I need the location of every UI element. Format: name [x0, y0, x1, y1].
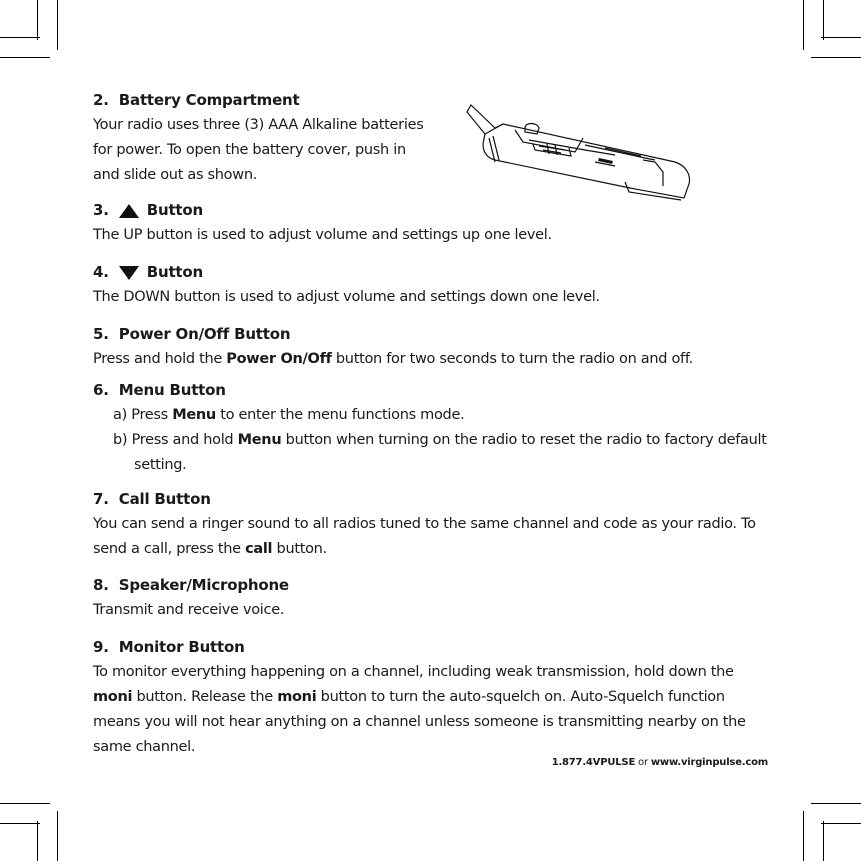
section-heading [93, 487, 773, 512]
section-number: 3. [93, 201, 109, 219]
section-heading [93, 88, 773, 113]
section-speaker-microphone [93, 573, 773, 623]
footer-url[interactable]: www.virginpulse.com [650, 757, 768, 768]
crop-mark [37, 821, 38, 861]
section-title: Call Button [118, 490, 211, 508]
text-span: a) Press [113, 407, 173, 423]
text-span: to enter the menu functions mode. [215, 407, 465, 423]
section-number: 9. [93, 638, 109, 656]
body-paragraph [93, 660, 773, 760]
body-line: for power. To open the battery cover, push in [93, 142, 406, 158]
text-span: b) Press and hold [113, 432, 238, 448]
down-triangle-icon [119, 266, 139, 280]
section-heading [93, 378, 773, 403]
body-line: The UP button is used to adjust volume and settings up one level. [93, 227, 552, 243]
crop-mark [0, 803, 50, 804]
bold-term: Power On/Off [226, 351, 332, 367]
section-number: 7. [93, 490, 109, 508]
body-line [93, 347, 773, 372]
bold-term: moni [93, 689, 133, 705]
crop-mark [803, 811, 804, 861]
body-line: Your radio uses three (3) AAA Alkaline batteries [93, 117, 424, 133]
section-number: 6. [93, 381, 109, 399]
section-call-button [93, 487, 773, 562]
section-title: Button [146, 201, 203, 219]
text-span: You can send a ringer sound to all radios tuned to the same channel and code as your radio. To send a call, press the [93, 516, 756, 557]
bold-term: call [245, 541, 273, 557]
section-title: Menu Button [118, 381, 226, 399]
crop-mark [57, 0, 58, 50]
section-number: 8. [93, 576, 109, 594]
section-title: Power On/Off Button [118, 325, 291, 343]
footer-phone: 1.877.4VPULSE [551, 757, 636, 768]
list-item [113, 403, 773, 428]
section-number: 4. [93, 263, 109, 281]
body-line: Transmit and receive voice. [93, 602, 285, 618]
section-battery-compartment [93, 88, 773, 188]
section-title: Monitor Button [118, 638, 245, 656]
list-item [113, 428, 773, 478]
section-heading [93, 635, 773, 660]
text-span: button to turn the auto-squelch on. Auto-Squelch function means you will not hear anything on a channel unless someone is transmitting nearby on the same channel. [93, 689, 746, 755]
section-title: Battery Compartment [118, 91, 300, 109]
body-line: and slide out as shown. [93, 167, 258, 183]
crop-mark [823, 821, 824, 861]
section-down-button [93, 260, 773, 310]
section-heading [93, 198, 773, 223]
crop-mark [821, 823, 861, 824]
section-heading [93, 322, 773, 347]
section-power-button [93, 322, 773, 372]
sub-list [93, 403, 773, 478]
text-span: To monitor everything happening on a channel, including weak transmission, hold down the [93, 664, 734, 680]
text-span: button. Release the [132, 689, 278, 705]
crop-mark [803, 0, 804, 50]
crop-mark [811, 803, 861, 804]
section-menu-button [93, 378, 773, 478]
section-up-button [93, 198, 773, 248]
bold-term: moni [277, 689, 317, 705]
crop-mark [811, 57, 861, 58]
footer-contact [552, 757, 768, 768]
crop-mark [37, 0, 38, 40]
body-paragraph [93, 512, 773, 562]
text-span: button when turning on the radio to reset the radio to factory default setting. [134, 432, 767, 473]
text-span: button for two seconds to turn the radio on and off. [331, 351, 693, 367]
section-monitor-button [93, 635, 773, 760]
crop-mark [0, 37, 40, 38]
bold-term: Menu [237, 432, 282, 448]
section-title: Speaker/Microphone [118, 576, 289, 594]
section-heading [93, 573, 773, 598]
bold-term: Menu [172, 407, 216, 423]
text-span: Press and hold the [93, 351, 227, 367]
footer-or: or [635, 757, 651, 768]
section-heading [93, 260, 773, 285]
crop-mark [823, 0, 824, 40]
manual-content [93, 88, 773, 760]
section-title: Button [146, 263, 203, 281]
crop-mark [821, 37, 861, 38]
crop-mark [0, 823, 40, 824]
up-triangle-icon [119, 204, 139, 218]
section-number: 5. [93, 325, 109, 343]
body-line: The DOWN button is used to adjust volume and settings down one level. [93, 289, 600, 305]
crop-mark [0, 57, 50, 58]
text-span: button. [272, 541, 327, 557]
crop-mark [57, 811, 58, 861]
section-number: 2. [93, 91, 109, 109]
